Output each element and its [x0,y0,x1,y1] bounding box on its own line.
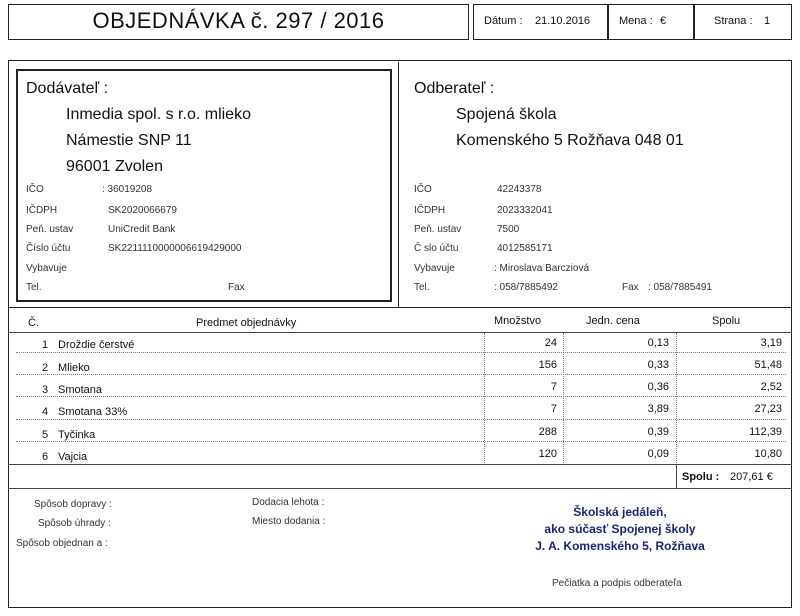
row-price: 0,36 [647,381,669,393]
sum-box [676,464,677,488]
row-price: 0,09 [647,448,669,460]
sum-bottom-rule [8,488,792,489]
order-method-label: Spôsob objednan a : [16,538,108,549]
sum-value: 207,61 € [730,471,773,483]
row-item: Smotana 33% [58,406,128,418]
customer-ico-label: IČO [414,184,432,195]
row-no: 6 [42,451,49,463]
supplier-icdph-value: SK2020066679 [108,205,177,216]
customer-icdph-label: IČDPH [414,205,446,216]
col-header-qty: Množstvo [494,315,542,327]
customer-bank-label: Peň. ustav [414,224,462,235]
currency-label: Mena : [619,15,653,27]
row-rule [16,441,786,442]
customer-fax-label: Fax [622,282,639,293]
row-price: 0,33 [647,359,669,371]
customer-name: Spojená škola [456,106,557,123]
customer-tel-label: Tel. [414,282,430,293]
row-no: 3 [42,384,49,396]
col-header-item: Predmet objednávky [196,317,297,329]
supplier-tel-label: Tel. [26,282,42,293]
supplier-ico-label: IČO [26,184,44,195]
stamp-line: J. A. Komenského 5, Rožňava [535,539,705,553]
supplier-name: Inmedia spol. s r.o. mlieko [66,106,251,123]
supplier-icdph-label: IČDPH [26,205,58,216]
customer-contact-value: : Miroslava Barcziová [494,263,590,274]
row-qty: 7 [550,381,557,393]
row-no: 5 [42,429,49,441]
row-no: 2 [42,362,49,374]
supplier-contact-label: Vybavuje [26,263,67,274]
page-value: 1 [764,15,771,27]
supplier-bank-label: Peň. ustav [26,224,74,235]
stamp-line: Školská jedáleň, [573,505,667,519]
row-no: 4 [42,406,49,418]
row-item: Mlieko [58,362,90,374]
signature-label: Pečiatka a podpis odberateľa [552,578,682,589]
customer-icdph-value: 2023332041 [497,205,553,216]
col-header-total: Spolu [712,315,741,327]
row-item: Tyčinka [58,429,96,441]
row-qty: 7 [550,403,557,415]
school-stamp [500,504,740,555]
stamp-line: ako súčasť Spojenej školy [544,522,696,536]
supplier-account-value: SK2211110000006619429000 [108,243,242,254]
customer-account-value: 4012585171 [497,243,553,254]
supplier-fax-label: Fax [228,282,245,293]
supplier-ico-value: : 36019208 [102,184,153,195]
delivery-place-label: Miesto dodania : [252,516,326,527]
row-rule [16,419,786,420]
row-item: Droždie čerstvé [58,339,135,351]
customer-fax-value: : 058/7885491 [648,282,712,293]
row-qty: 288 [538,426,557,438]
row-rule [16,352,786,353]
date-value: 21.10.2016 [535,15,591,27]
row-rule [16,396,786,397]
row-price: 3,89 [647,403,669,415]
row-total: 51,48 [754,359,782,371]
row-qty: 156 [538,359,557,371]
row-no: 1 [42,339,49,351]
col-header-price: Jedn. cena [586,315,640,327]
supplier-bank-value: UniCredit Bank [108,224,176,235]
page-label: Strana : [714,15,753,27]
customer-account-label: Č slo účtu [414,243,459,254]
customer-heading: Odberateľ : [414,80,495,97]
row-total: 27,23 [754,403,782,415]
delivery-term-label: Dodacia lehota : [252,497,325,508]
supplier-box [16,69,392,302]
sum-rule [8,464,792,465]
row-total: 3,19 [760,337,782,349]
table-header-rule [8,332,792,333]
supplier-street: Námestie SNP 11 [66,132,192,149]
supplier-heading: Dodávateľ : [26,80,109,97]
row-qty: 120 [538,448,557,460]
row-price: 0,39 [647,426,669,438]
sum-label: Spolu : [682,471,720,483]
customer-tel-value: : 058/7885492 [494,282,558,293]
supplier-account-label: Číslo účtu [26,243,71,254]
row-qty: 24 [544,337,557,349]
date-label: Dátum : [484,15,523,27]
customer-divider [398,62,399,307]
row-price: 0,13 [647,337,669,349]
order-title: OBJEDNÁVKA č. 297 / 2016 [92,8,385,33]
row-item: Smotana [58,384,103,396]
customer-contact-label: Vybavuje [414,263,455,274]
supplier-city: 96001 Zvolen [66,158,163,175]
table-top-rule [8,307,792,308]
row-total: 112,39 [749,426,782,438]
row-total: 2,52 [760,381,782,393]
customer-ico-value: 42243378 [497,184,542,195]
currency-value: € [660,15,667,27]
payment-label: Spôsob úhrady : [38,518,111,529]
delivery-label: Spôsob dopravy : [34,499,112,510]
row-total: 10,80 [754,448,782,460]
customer-bank-value: 7500 [497,224,520,235]
col-header-no: Č. [28,317,39,329]
customer-address: Komenského 5 Rožňava 048 01 [456,132,684,149]
row-item: Vajcia [58,451,88,463]
row-rule [16,374,786,375]
